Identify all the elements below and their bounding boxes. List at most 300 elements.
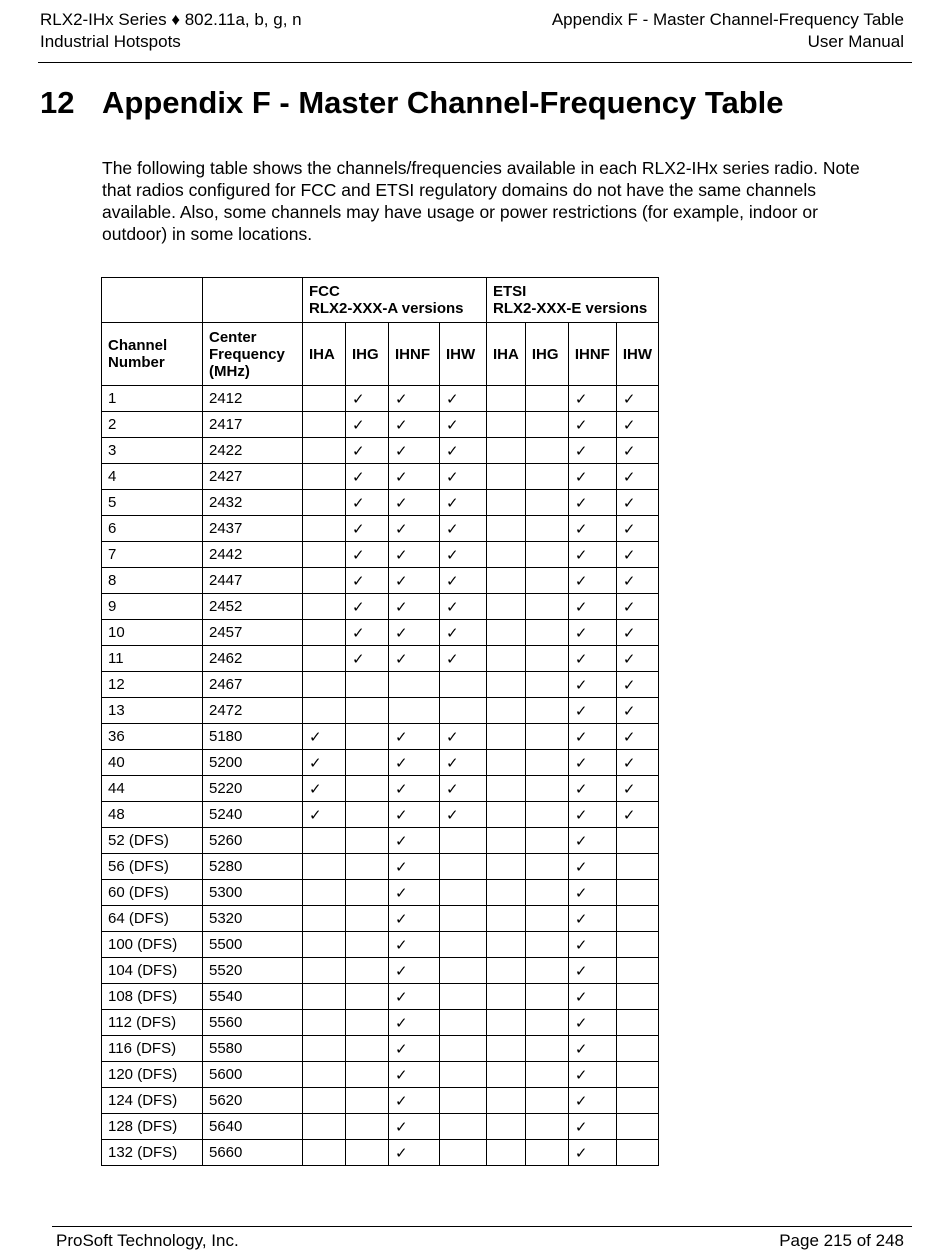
checkmark-icon: ✓ [395,1014,408,1032]
fcc-iha-cell [303,568,346,594]
checkmark-icon: ✓ [395,884,408,902]
fcc-group-label: FCC [309,283,340,300]
fcc-iha-cell [303,880,346,906]
etsi-ihw-cell [616,1036,658,1062]
table-row [102,828,659,854]
checkmark-icon: ✓ [395,416,408,434]
checkmark-icon: ✓ [395,650,408,668]
checkmark-icon: ✓ [446,806,459,824]
etsi-ihw-cell [616,750,658,776]
fcc-ihw-cell [440,490,487,516]
checkmark-icon: ✓ [622,416,636,434]
fcc-ihw-cell [440,672,487,698]
fcc-ihnf-cell [389,802,440,828]
etsi-iha-cell [487,724,526,750]
checkmark-icon: ✓ [352,520,365,538]
etsi-ihw-cell [616,386,658,412]
checkmark-icon: ✓ [352,650,365,668]
fcc-ihnf-cell [389,1062,440,1088]
channel-number-cell: 2 [102,412,203,438]
checkmark-icon: ✓ [622,598,636,616]
checkmark-icon: ✓ [309,754,322,772]
etsi-ihw-cell [616,594,658,620]
fcc-ihg-cell [346,1062,389,1088]
etsi-ihg-cell [525,490,568,516]
checkmark-icon: ✓ [574,1092,588,1110]
fcc-ihw-cell [440,1062,487,1088]
table-row [102,1036,659,1062]
center-frequency-cell: 2417 [203,412,303,438]
etsi-ihg-cell [525,698,568,724]
channel-number-cell: 40 [102,750,203,776]
intro-text: The following table shows the channels/frequencies available in each RLX2-IHx series radio. Note that radios configured for FCC and ETSI regulatory domains do not have the same channels available. Also, some channels may have usage or power restrictions (for example, indoor or outdoor) in some locations. [102,158,860,244]
checkmark-icon: ✓ [622,624,636,642]
etsi-ihg-cell [525,906,568,932]
channel-number-cell: 124 (DFS) [102,1088,203,1114]
table-row [102,568,659,594]
etsi-ihg-cell [525,386,568,412]
checkmark-icon: ✓ [395,988,408,1006]
col-header-channel: Channel Number [102,323,203,386]
checkmark-icon: ✓ [574,494,588,512]
etsi-ihnf-cell [568,802,616,828]
etsi-ihnf-cell [568,594,616,620]
checkmark-icon: ✓ [574,390,588,408]
checkmark-icon: ✓ [446,780,459,798]
etsi-iha-cell [487,490,526,516]
checkmark-icon: ✓ [622,442,636,460]
fcc-ihg-cell [346,776,389,802]
etsi-ihw-cell [616,516,658,542]
fcc-ihnf-cell [389,464,440,490]
etsi-ihg-cell [525,880,568,906]
fcc-ihw-cell [440,594,487,620]
fcc-ihw-cell [440,412,487,438]
etsi-iha-cell [487,1114,526,1140]
checkmark-icon: ✓ [395,624,408,642]
fcc-iha-cell [303,620,346,646]
checkmark-icon: ✓ [574,988,588,1006]
checkmark-icon: ✓ [446,442,459,460]
etsi-iha-cell [487,828,526,854]
etsi-ihw-cell [616,1114,658,1140]
etsi-ihg-cell [525,1088,568,1114]
fcc-iha-cell [303,646,346,672]
etsi-ihnf-cell [568,646,616,672]
checkmark-icon: ✓ [622,728,636,746]
fcc-iha-cell [303,1140,346,1166]
checkmark-icon: ✓ [622,546,636,564]
channel-number-cell: 7 [102,542,203,568]
checkmark-icon: ✓ [574,624,588,642]
fcc-iha-cell [303,516,346,542]
fcc-ihg-cell [346,854,389,880]
etsi-ihg-cell [525,984,568,1010]
etsi-iha-cell [487,464,526,490]
etsi-ihw-cell [616,776,658,802]
checkmark-icon: ✓ [352,442,365,460]
channel-number-cell: 13 [102,698,203,724]
fcc-iha-cell [303,1114,346,1140]
center-frequency-cell: 2432 [203,490,303,516]
fcc-ihw-cell [440,1088,487,1114]
etsi-ihnf-cell [568,958,616,984]
table-row [102,438,659,464]
checkmark-icon: ✓ [574,728,588,746]
center-frequency-cell: 2457 [203,620,303,646]
checkmark-icon: ✓ [574,806,588,824]
etsi-ihnf-cell [568,1062,616,1088]
channel-number-cell: 104 (DFS) [102,958,203,984]
table-row [102,490,659,516]
center-frequency-cell: 5220 [203,776,303,802]
fcc-ihnf-cell [389,776,440,802]
fcc-iha-cell [303,490,346,516]
col-header-etsi-iha: IHA [487,323,526,386]
fcc-iha-cell [303,672,346,698]
checkmark-icon: ✓ [622,702,636,720]
checkmark-icon: ✓ [446,572,459,590]
table-row [102,464,659,490]
fcc-ihg-cell [346,620,389,646]
etsi-ihnf-cell [568,620,616,646]
fcc-iha-cell [303,750,346,776]
fcc-ihg-cell [346,1114,389,1140]
etsi-ihw-cell [616,984,658,1010]
center-frequency-cell: 2467 [203,672,303,698]
etsi-ihg-cell [525,958,568,984]
etsi-iha-cell [487,750,526,776]
etsi-ihnf-cell [568,698,616,724]
checkmark-icon: ✓ [574,936,588,954]
table-row [102,854,659,880]
etsi-iha-cell [487,1036,526,1062]
fcc-ihw-cell [440,932,487,958]
channel-number-cell: 4 [102,464,203,490]
header-section-title: Appendix F - Master Channel-Frequency Table [551,10,904,29]
etsi-ihw-cell [616,1010,658,1036]
channel-number-cell: 48 [102,802,203,828]
checkmark-icon: ✓ [309,780,322,798]
fcc-ihnf-cell [389,646,440,672]
etsi-iha-cell [487,516,526,542]
etsi-iha-cell [487,1062,526,1088]
checkmark-icon: ✓ [446,650,459,668]
fcc-group-header [303,278,487,323]
fcc-ihw-cell [440,386,487,412]
table-row [102,646,659,672]
page-title [40,84,784,122]
fcc-ihg-cell [346,1140,389,1166]
checkmark-icon: ✓ [574,416,588,434]
etsi-ihnf-cell [568,412,616,438]
etsi-ihnf-cell [568,854,616,880]
etsi-ihnf-cell [568,828,616,854]
center-frequency-cell: 5640 [203,1114,303,1140]
checkmark-icon: ✓ [574,1014,588,1032]
fcc-ihnf-cell [389,854,440,880]
etsi-ihg-cell [525,750,568,776]
checkmark-icon: ✓ [622,676,636,694]
channel-number-cell: 1 [102,386,203,412]
checkmark-icon: ✓ [352,624,365,642]
checkmark-icon: ✓ [574,884,588,902]
fcc-ihnf-cell [389,1114,440,1140]
checkmark-icon: ✓ [395,1040,408,1058]
etsi-iha-cell [487,776,526,802]
fcc-ihnf-cell [389,516,440,542]
channel-number-cell: 116 (DFS) [102,1036,203,1062]
etsi-ihg-cell [525,620,568,646]
etsi-ihnf-cell [568,672,616,698]
table-row [102,906,659,932]
fcc-ihnf-cell [389,828,440,854]
channel-number-cell: 8 [102,568,203,594]
fcc-ihw-cell [440,984,487,1010]
etsi-ihw-cell [616,438,658,464]
header-product-line: RLX2-IHx Series ♦ 802.11a, b, g, n [40,10,302,29]
etsi-iha-cell [487,542,526,568]
fcc-ihnf-cell [389,906,440,932]
etsi-ihg-cell [525,438,568,464]
etsi-iha-cell [487,1088,526,1114]
fcc-iha-cell [303,958,346,984]
fcc-ihw-cell [440,542,487,568]
checkmark-icon: ✓ [574,676,588,694]
fcc-ihw-cell [440,464,487,490]
chapter-number: 12 [40,85,75,120]
fcc-ihw-cell [440,568,487,594]
table-row [102,724,659,750]
chapter-title: Appendix F - Master Channel-Frequency Table [102,85,784,120]
etsi-ihw-cell [616,958,658,984]
fcc-ihg-cell [346,698,389,724]
etsi-ihg-cell [525,568,568,594]
header-product-type: Industrial Hotspots [40,32,181,51]
checkmark-icon: ✓ [574,858,588,876]
fcc-iha-cell [303,1062,346,1088]
checkmark-icon: ✓ [446,520,459,538]
fcc-iha-cell [303,438,346,464]
center-frequency-cell: 5300 [203,880,303,906]
fcc-iha-cell [303,412,346,438]
checkmark-icon: ✓ [574,1066,588,1084]
etsi-ihnf-cell [568,386,616,412]
etsi-ihw-cell [616,568,658,594]
center-frequency-cell: 5180 [203,724,303,750]
etsi-ihw-cell [616,932,658,958]
fcc-iha-cell [303,828,346,854]
fcc-iha-cell [303,464,346,490]
table-row [102,620,659,646]
etsi-iha-cell [487,438,526,464]
channel-frequency-table [101,277,659,1166]
fcc-ihg-cell [346,412,389,438]
checkmark-icon: ✓ [395,390,408,408]
fcc-ihg-cell [346,906,389,932]
center-frequency-cell: 2462 [203,646,303,672]
fcc-ihnf-cell [389,438,440,464]
fcc-ihw-cell [440,776,487,802]
fcc-ihnf-cell [389,1088,440,1114]
checkmark-icon: ✓ [395,910,408,928]
checkmark-icon: ✓ [395,832,408,850]
checkmark-icon: ✓ [352,572,365,590]
etsi-ihg-cell [525,802,568,828]
fcc-ihg-cell [346,802,389,828]
intro-paragraph [102,157,862,245]
center-frequency-cell: 5200 [203,750,303,776]
etsi-ihw-cell [616,854,658,880]
fcc-ihg-cell [346,464,389,490]
center-frequency-cell: 5500 [203,932,303,958]
fcc-ihw-cell [440,854,487,880]
center-frequency-cell: 2452 [203,594,303,620]
checkmark-icon: ✓ [574,702,588,720]
etsi-ihnf-cell [568,1114,616,1140]
table-row [102,1062,659,1088]
checkmark-icon: ✓ [395,442,408,460]
fcc-ihg-cell [346,724,389,750]
table-row [102,1140,659,1166]
etsi-ihg-cell [525,516,568,542]
fcc-ihg-cell [346,594,389,620]
checkmark-icon: ✓ [574,598,588,616]
fcc-ihg-cell [346,490,389,516]
table-row [102,1114,659,1140]
etsi-ihg-cell [525,828,568,854]
center-frequency-cell: 5320 [203,906,303,932]
etsi-ihg-cell [525,464,568,490]
etsi-iha-cell [487,386,526,412]
center-frequency-cell: 2427 [203,464,303,490]
etsi-iha-cell [487,412,526,438]
fcc-ihg-cell [346,932,389,958]
col-header-fcc-ihnf: IHNF [389,323,440,386]
center-frequency-cell: 2422 [203,438,303,464]
table-row [102,776,659,802]
checkmark-icon: ✓ [446,624,459,642]
etsi-ihg-cell [525,542,568,568]
checkmark-icon: ✓ [574,442,588,460]
fcc-ihg-cell [346,516,389,542]
etsi-ihnf-cell [568,568,616,594]
etsi-group-versions: RLX2-XXX-E versions [493,300,648,317]
table-row [102,750,659,776]
fcc-iha-cell [303,542,346,568]
fcc-ihw-cell [440,646,487,672]
etsi-ihnf-cell [568,542,616,568]
fcc-ihw-cell [440,438,487,464]
channel-number-cell: 9 [102,594,203,620]
checkmark-icon: ✓ [574,832,588,850]
col-header-etsi-ihnf: IHNF [568,323,616,386]
fcc-ihg-cell [346,568,389,594]
page-header-left [40,9,302,53]
fcc-ihnf-cell [389,724,440,750]
table-row [102,698,659,724]
center-frequency-cell: 5660 [203,1140,303,1166]
etsi-ihnf-cell [568,438,616,464]
checkmark-icon: ✓ [574,1144,588,1162]
fcc-ihw-cell [440,620,487,646]
fcc-ihg-cell [346,672,389,698]
fcc-iha-cell [303,1088,346,1114]
checkmark-icon: ✓ [574,910,588,928]
table-row [102,542,659,568]
etsi-ihw-cell [616,1088,658,1114]
channel-number-cell: 100 (DFS) [102,932,203,958]
etsi-ihw-cell [616,542,658,568]
etsi-ihg-cell [525,854,568,880]
etsi-group-header [487,278,659,323]
etsi-ihg-cell [525,672,568,698]
fcc-ihw-cell [440,802,487,828]
fcc-ihw-cell [440,698,487,724]
etsi-ihw-cell [616,1140,658,1166]
channel-number-cell: 120 (DFS) [102,1062,203,1088]
fcc-iha-cell [303,932,346,958]
table-row [102,594,659,620]
channel-number-cell: 5 [102,490,203,516]
table-row [102,958,659,984]
fcc-ihw-cell [440,828,487,854]
checkmark-icon: ✓ [622,780,636,798]
checkmark-icon: ✓ [622,754,636,772]
checkmark-icon: ✓ [574,780,588,798]
channel-number-cell: 112 (DFS) [102,1010,203,1036]
etsi-ihg-cell [525,776,568,802]
channel-number-cell: 132 (DFS) [102,1140,203,1166]
footer-divider [52,1226,912,1227]
center-frequency-cell: 5260 [203,828,303,854]
etsi-ihw-cell [616,412,658,438]
fcc-ihw-cell [440,1010,487,1036]
fcc-ihw-cell [440,516,487,542]
etsi-ihw-cell [616,880,658,906]
etsi-ihnf-cell [568,1036,616,1062]
checkmark-icon: ✓ [352,494,365,512]
etsi-ihg-cell [525,1140,568,1166]
etsi-ihnf-cell [568,1088,616,1114]
checkmark-icon: ✓ [395,546,408,564]
fcc-ihw-cell [440,750,487,776]
etsi-ihw-cell [616,464,658,490]
center-frequency-cell: 2447 [203,568,303,594]
page-header-right [552,9,904,53]
channel-number-cell: 36 [102,724,203,750]
etsi-ihg-cell [525,1114,568,1140]
etsi-ihnf-cell [568,724,616,750]
checkmark-icon: ✓ [395,572,408,590]
checkmark-icon: ✓ [395,520,408,538]
checkmark-icon: ✓ [574,572,588,590]
fcc-ihnf-cell [389,412,440,438]
channel-number-cell: 64 (DFS) [102,906,203,932]
table-body [102,386,659,1166]
center-frequency-cell: 5600 [203,1062,303,1088]
center-frequency-cell: 2412 [203,386,303,412]
etsi-iha-cell [487,880,526,906]
checkmark-icon: ✓ [352,390,365,408]
center-frequency-cell: 5580 [203,1036,303,1062]
checkmark-icon: ✓ [446,598,459,616]
center-frequency-cell: 2442 [203,542,303,568]
etsi-group-label: ETSI [493,283,527,300]
etsi-ihg-cell [525,646,568,672]
col-header-frequency: Center Frequency (MHz) [203,323,303,386]
center-frequency-cell: 5540 [203,984,303,1010]
